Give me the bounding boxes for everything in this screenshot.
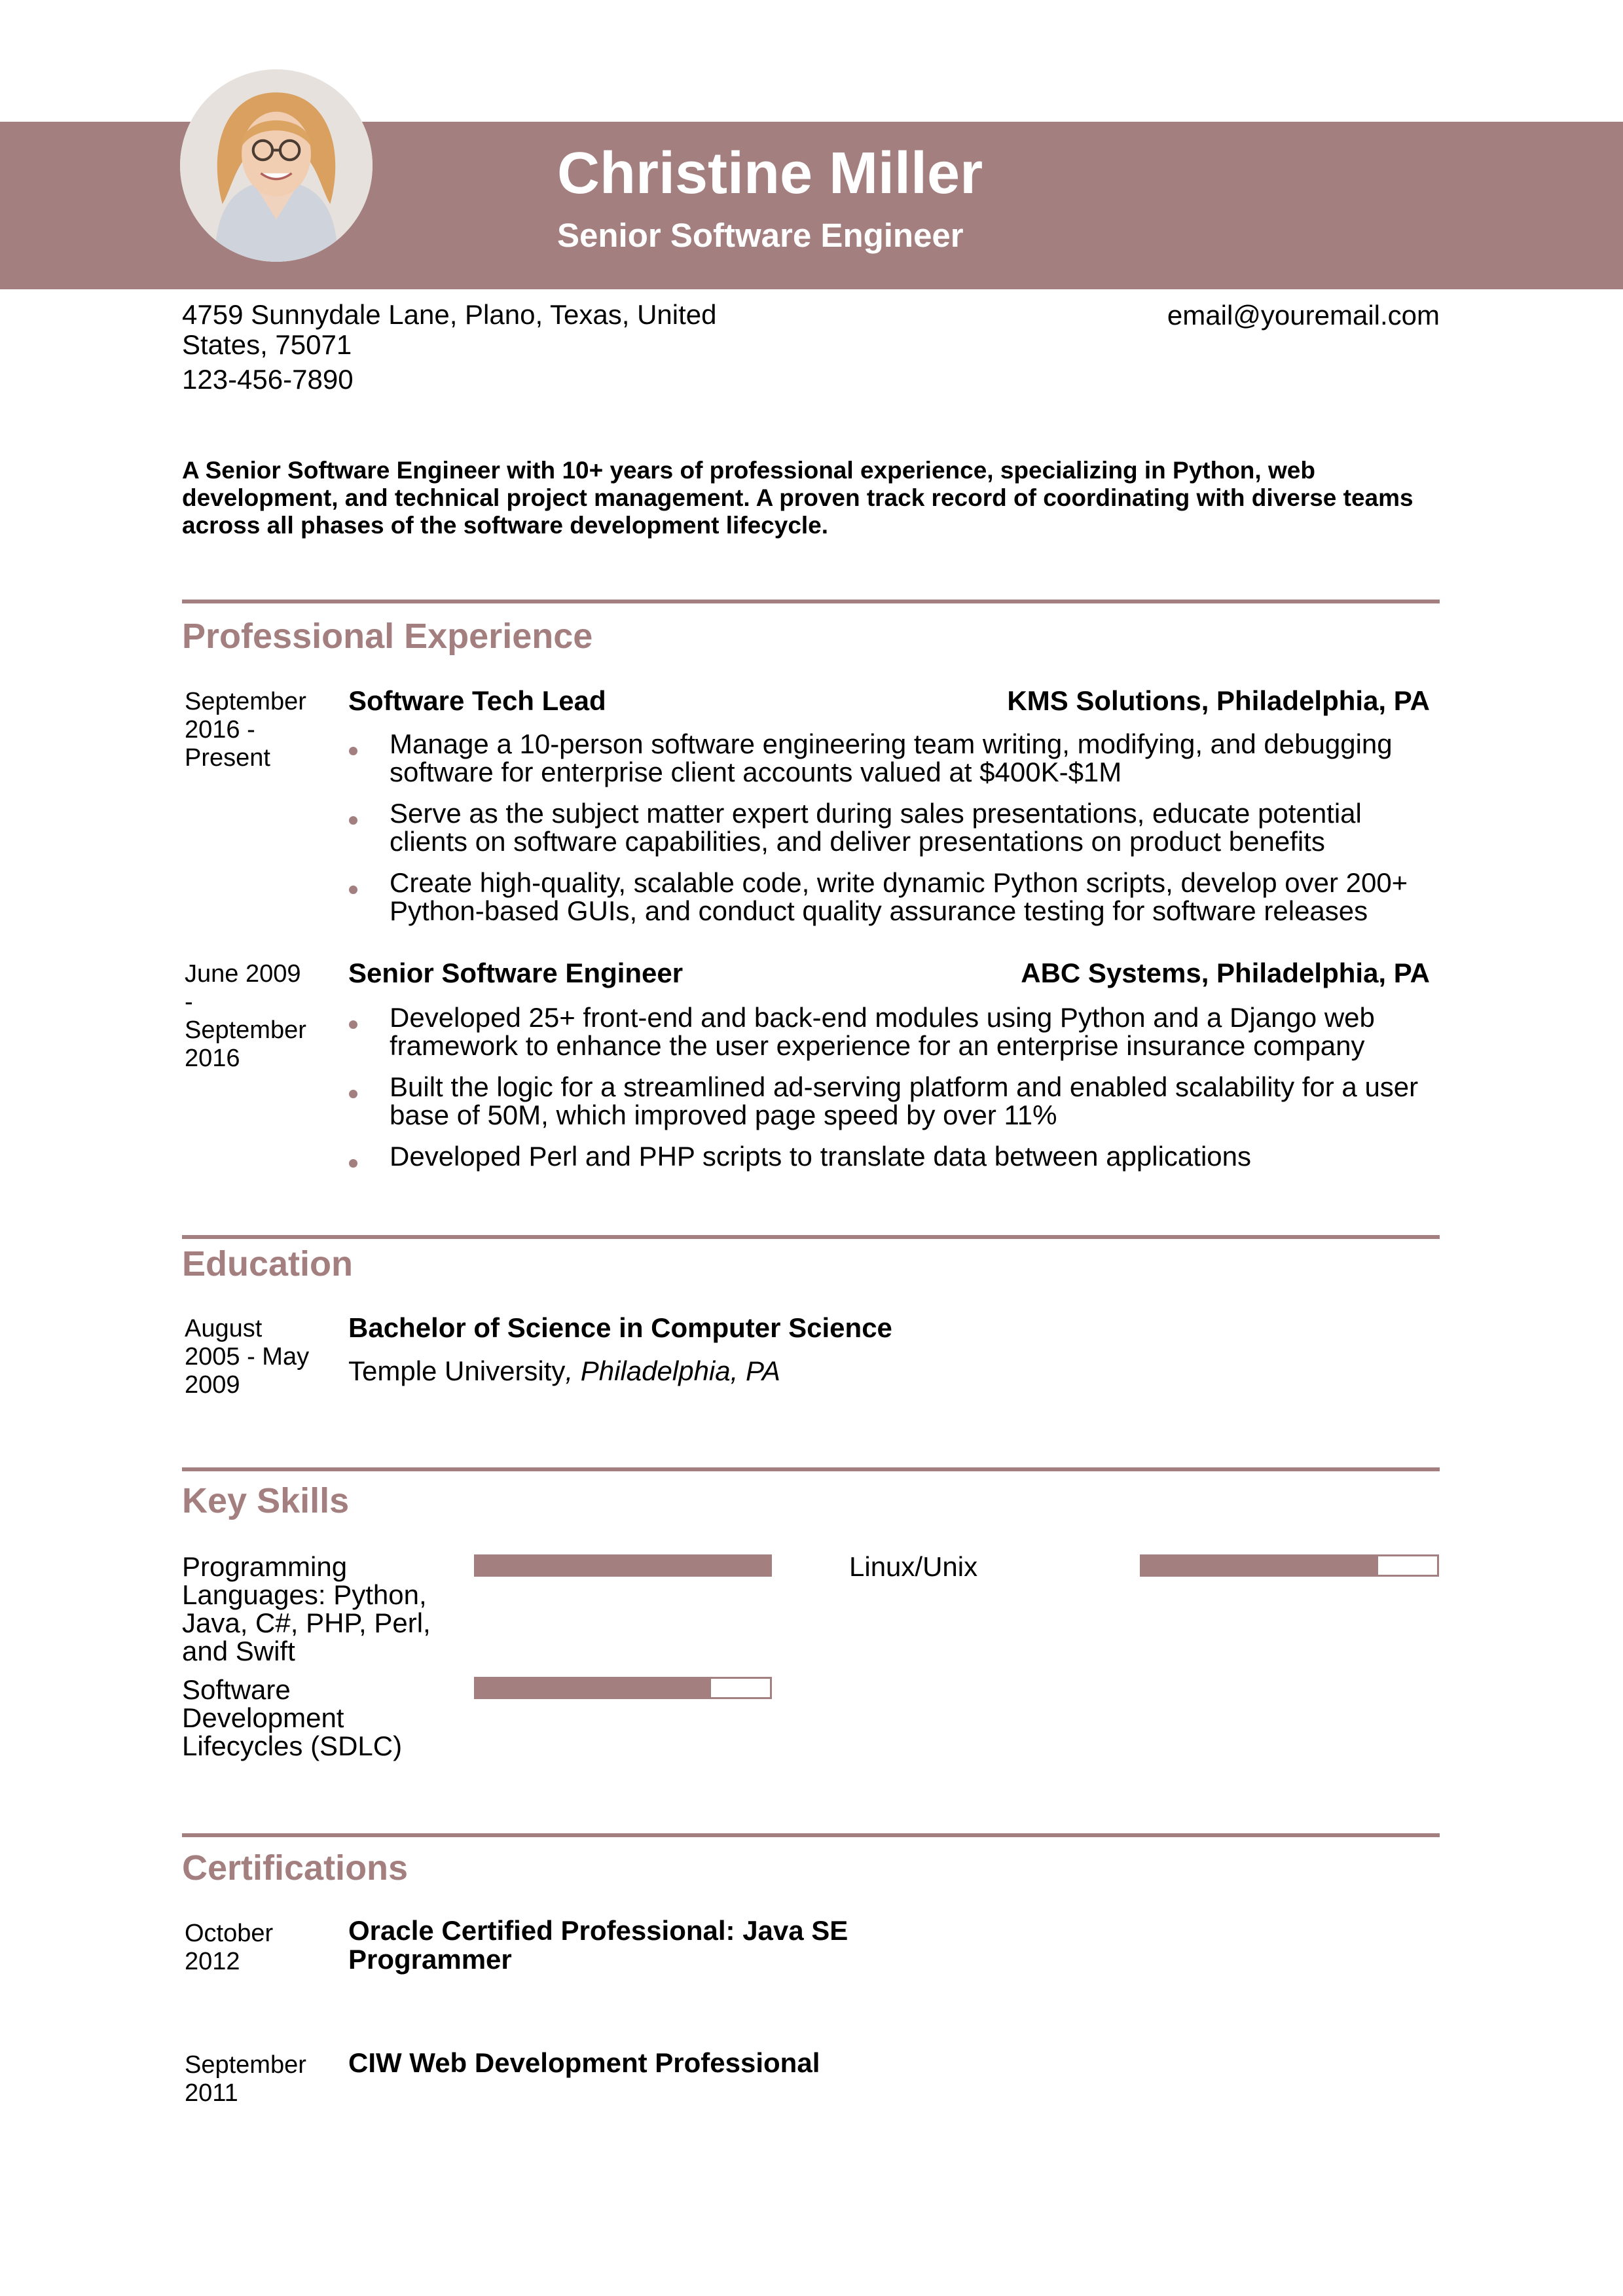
- list-item: [348, 1003, 1435, 1060]
- bullet-icon: [349, 816, 357, 825]
- bullet-text: Create high-quality, scalable code, write dynamic Python scripts, develop over 200+ Python-based GUIs, and conduct quality assurance testing for software releases: [390, 867, 1408, 926]
- skill-bar: [474, 1554, 772, 1577]
- experience-heading: Professional Experience: [182, 617, 593, 656]
- section-divider: [182, 1467, 1440, 1471]
- list-item: [348, 730, 1435, 786]
- skill-label: Software Development Lifecycles (SDLC): [182, 1674, 403, 1761]
- education-school-line: [348, 1355, 780, 1388]
- section-divider: [182, 600, 1440, 603]
- education-degree: Bachelor of Science in Computer Science: [348, 1312, 892, 1343]
- certifications-heading: Certifications: [182, 1848, 409, 1888]
- job-bullets: [348, 1003, 1435, 1183]
- skill-level-fill: [476, 1556, 770, 1575]
- contact-address: 4759 Sunnydale Lane, Plano, Texas, United States, 75071: [182, 299, 717, 360]
- job-dates: June 2009 - September 2016: [185, 960, 306, 1072]
- certification-date: October 2012: [185, 1920, 274, 1975]
- contact-phone: 123-456-7890: [182, 364, 354, 395]
- contact-email: email@youremail.com: [1167, 300, 1440, 331]
- bullet-text: Developed 25+ front-end and back-end modules using Python and a Django web framework to enhance the user experience for an enterprise insurance company: [390, 1002, 1375, 1061]
- skill-bar: [474, 1677, 772, 1699]
- education-dates: August 2005 - May 2009: [185, 1315, 310, 1399]
- profile-photo: [180, 69, 373, 262]
- job-company: ABC Systems, Philadelphia, PA: [1021, 958, 1430, 988]
- bullet-text: Built the logic for a streamlined ad-serving platform and enabled scalability for a user base of 50M, which improved page speed by over 11%: [390, 1071, 1419, 1130]
- bullet-icon: [349, 886, 357, 894]
- list-item: [348, 799, 1435, 855]
- bullet-text: Serve as the subject matter expert during sales presentations, educate potential clients on software capabilities, and deliver presentations on product benefits: [390, 798, 1362, 857]
- skill-label: Programming Languages: Python, Java, C#, PHP, Perl, and Swift: [182, 1551, 431, 1666]
- education-heading: Education: [182, 1244, 354, 1283]
- skill-level-fill: [1142, 1556, 1378, 1575]
- job-bullets: [348, 730, 1435, 938]
- certification-name: CIW Web Development Professional: [348, 2047, 820, 2078]
- bullet-icon: [349, 1159, 357, 1168]
- bullet-icon: [349, 1020, 357, 1029]
- section-divider: [182, 1833, 1440, 1837]
- job-role: Software Tech Lead: [348, 685, 606, 716]
- job-dates: September 2016 - Present: [185, 688, 306, 772]
- section-divider: [182, 1235, 1440, 1239]
- certification-date: September 2011: [185, 2051, 306, 2107]
- candidate-name: Christine Miller: [557, 141, 983, 206]
- bullet-icon: [349, 747, 357, 755]
- skill-label: Linux/Unix: [849, 1551, 978, 1582]
- profile-summary: A Senior Software Engineer with 10+ years of professional experience, specializing in Python, web development, and technical project management. A proven track record of coordinating with diverse teams across all phases of the software development lifecycle.: [182, 457, 1413, 539]
- profile-photo-icon: [180, 69, 373, 262]
- certification-name: Oracle Certified Professional: Java SE Programmer: [348, 1915, 848, 1975]
- skills-heading: Key Skills: [182, 1481, 350, 1520]
- skill-level-fill: [476, 1679, 711, 1697]
- skill-bar: [1140, 1554, 1439, 1577]
- candidate-title: Senior Software Engineer: [557, 217, 964, 254]
- list-item: [348, 1142, 1435, 1170]
- education-school: Temple University: [348, 1355, 566, 1386]
- bullet-text: Manage a 10-person software engineering team writing, modifying, and debugging software for enterprise client accounts valued at $400K-$1M: [390, 728, 1393, 787]
- list-item: [348, 1073, 1435, 1129]
- list-item: [348, 869, 1435, 925]
- job-company: KMS Solutions, Philadelphia, PA: [1007, 685, 1430, 716]
- bullet-icon: [349, 1090, 357, 1098]
- bullet-text: Developed Perl and PHP scripts to translate data between applications: [390, 1141, 1252, 1172]
- job-role: Senior Software Engineer: [348, 958, 684, 988]
- education-location: , Philadelphia, PA: [565, 1355, 780, 1386]
